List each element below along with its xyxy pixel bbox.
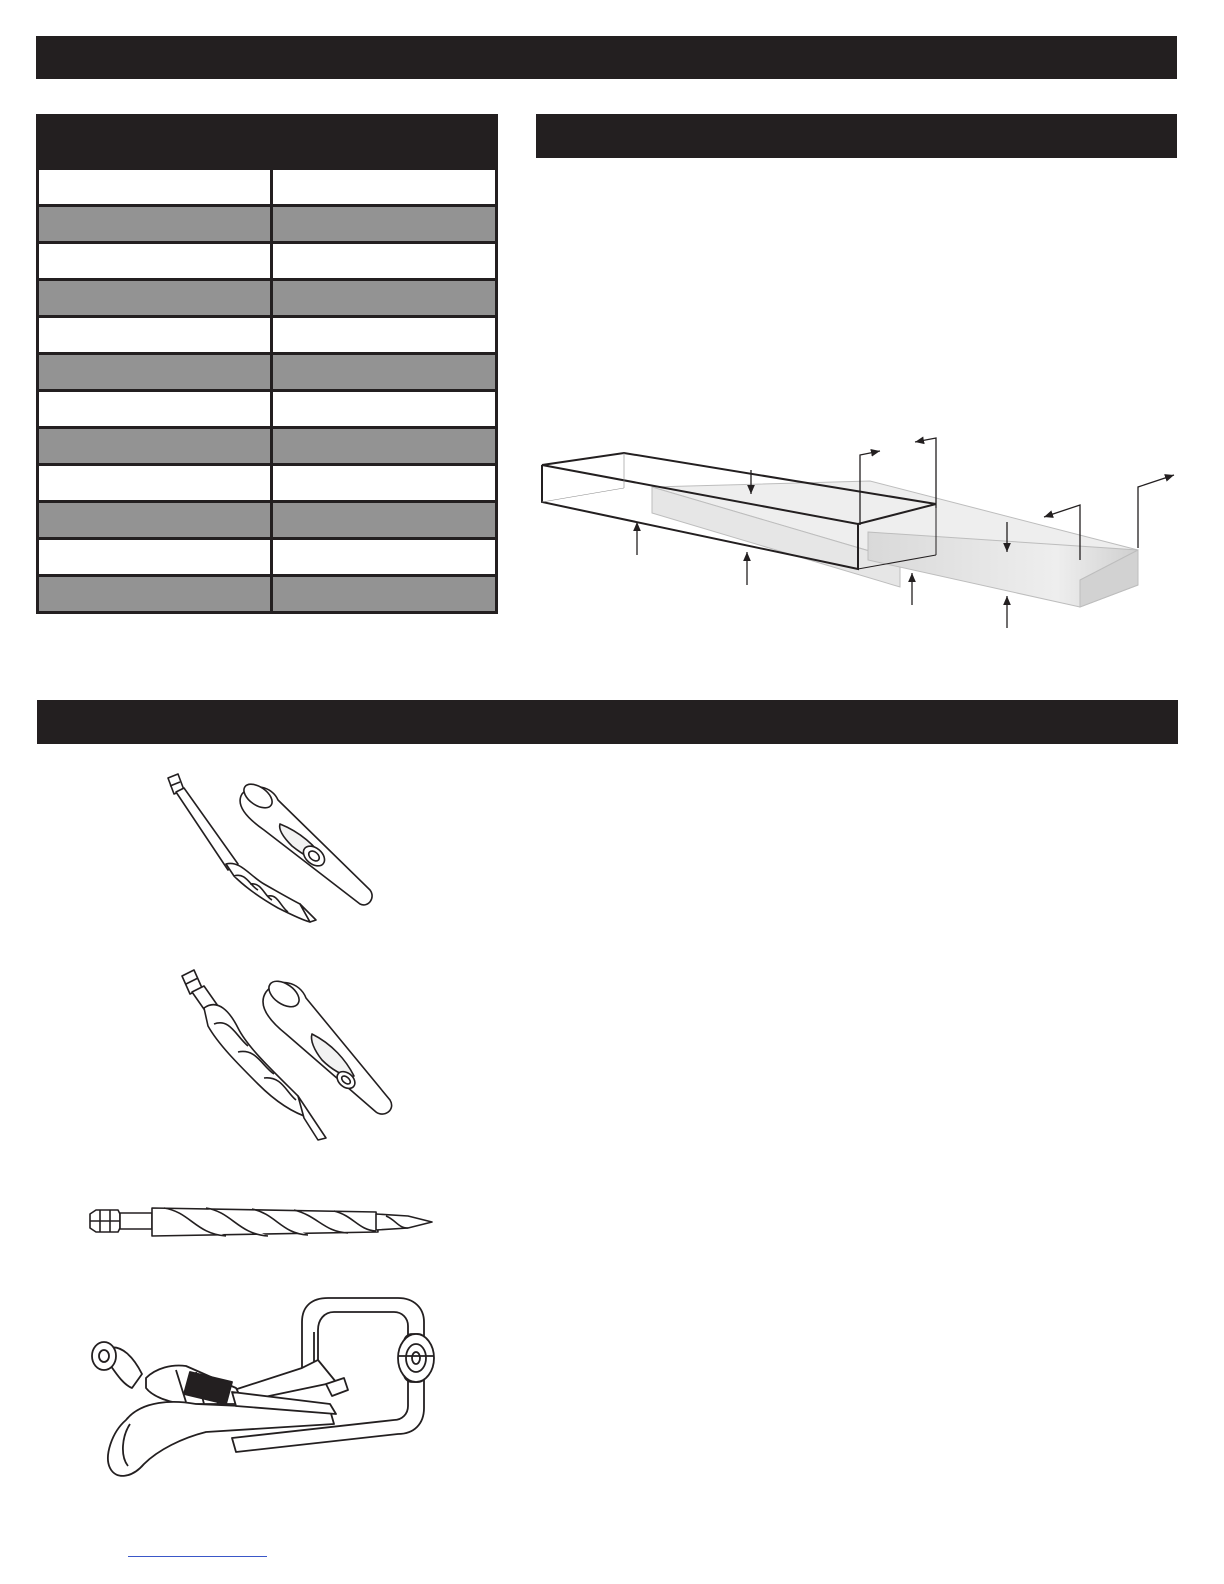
table-cell bbox=[272, 317, 497, 354]
table-cell bbox=[38, 576, 272, 613]
stepped-drill-bit-with-guide bbox=[178, 968, 398, 1150]
table-row bbox=[38, 428, 497, 465]
table-row bbox=[38, 280, 497, 317]
face-clamp bbox=[86, 1292, 442, 1514]
tools-section-header bbox=[37, 700, 1178, 744]
table-row bbox=[38, 206, 497, 243]
table-cell bbox=[38, 206, 272, 243]
table-row bbox=[38, 354, 497, 391]
diagram-section-header bbox=[536, 114, 1177, 158]
table-cell bbox=[272, 243, 497, 280]
table-cell bbox=[272, 391, 497, 428]
table-cell bbox=[272, 539, 497, 576]
table-cell bbox=[272, 502, 497, 539]
table-cell bbox=[38, 391, 272, 428]
table-row bbox=[38, 465, 497, 502]
table-row bbox=[38, 317, 497, 354]
board-dimension-diagram bbox=[530, 425, 1190, 640]
table-cell bbox=[38, 465, 272, 502]
table-row bbox=[38, 243, 497, 280]
table-cell bbox=[272, 354, 497, 391]
footer-link[interactable] bbox=[128, 1556, 267, 1557]
table-cell bbox=[38, 502, 272, 539]
table-cell bbox=[38, 428, 272, 465]
table-cell bbox=[272, 576, 497, 613]
table-cell bbox=[38, 317, 272, 354]
table-row bbox=[38, 502, 497, 539]
spec-table-header bbox=[36, 114, 498, 169]
table-cell bbox=[272, 169, 497, 206]
table-cell bbox=[272, 280, 497, 317]
top-header-bar bbox=[36, 36, 1177, 79]
table-cell bbox=[38, 539, 272, 576]
table-row bbox=[38, 539, 497, 576]
drill-bit-with-guide-sleeve bbox=[160, 772, 390, 942]
table-cell bbox=[38, 169, 272, 206]
table-cell bbox=[38, 243, 272, 280]
table-row bbox=[38, 169, 497, 206]
table-cell bbox=[38, 354, 272, 391]
table-row bbox=[38, 391, 497, 428]
stepped-drill-bit bbox=[86, 1198, 436, 1244]
table-row bbox=[38, 576, 497, 613]
table-cell bbox=[38, 280, 272, 317]
table-cell bbox=[272, 206, 497, 243]
table-cell bbox=[272, 465, 497, 502]
spec-table bbox=[36, 167, 498, 614]
table-cell bbox=[272, 428, 497, 465]
